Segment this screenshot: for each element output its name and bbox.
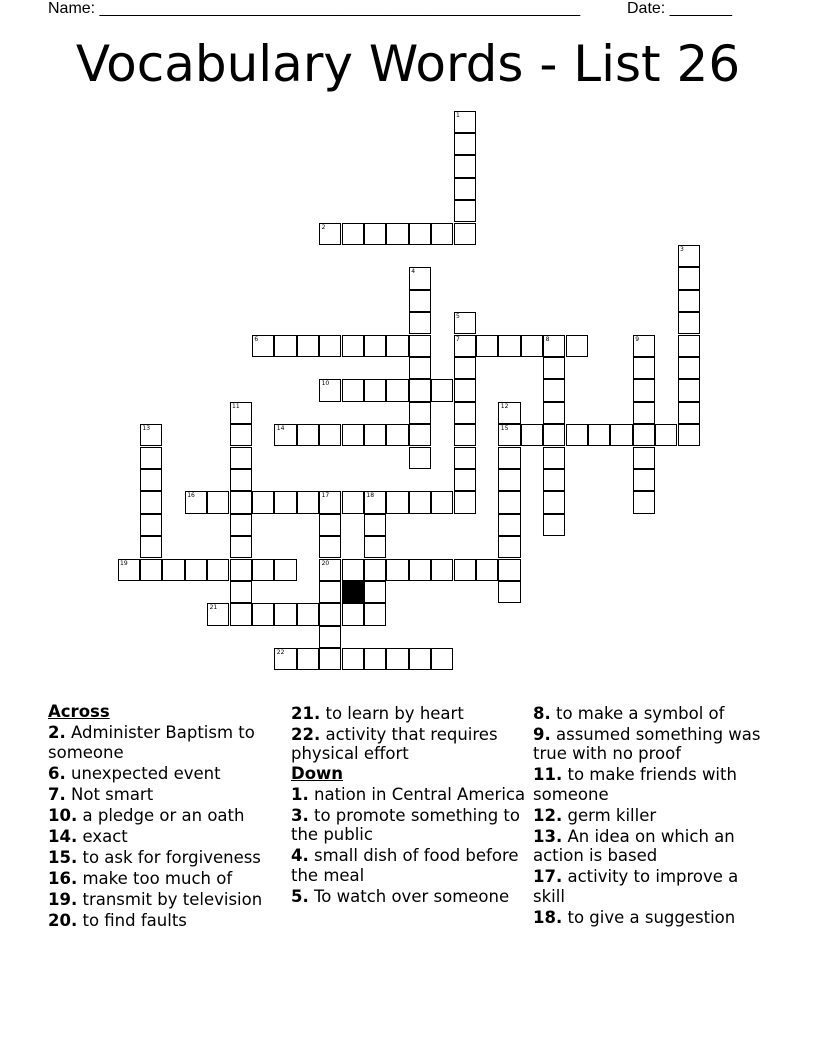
grid-cell[interactable]	[454, 447, 476, 469]
grid-cell[interactable]	[476, 559, 498, 581]
clue-item	[291, 806, 527, 845]
clue-item-text: to promote something to the public	[291, 805, 521, 844]
name-field: Name: ______________________________________________________	[48, 0, 581, 17]
clue-item-number: 15.	[48, 847, 78, 867]
clue-item-text: assumed something was true with no proof	[533, 724, 761, 763]
clue-number: 3	[680, 245, 684, 253]
grid-cell[interactable]	[252, 603, 274, 625]
clue-item-text: unexpected event	[71, 763, 221, 783]
grid-cell[interactable]	[162, 559, 184, 581]
clue-number: 19	[120, 559, 128, 567]
clue-number: 2	[321, 223, 326, 231]
clue-item-text: to ask for forgiveness	[82, 847, 261, 867]
grid-cell[interactable]	[678, 424, 700, 446]
grid-cell[interactable]	[566, 335, 588, 357]
page-title: Vocabulary Words - List 26	[75, 35, 741, 93]
clue-number: 13	[142, 425, 151, 433]
clue-item	[48, 911, 284, 931]
grid-cell[interactable]	[230, 469, 252, 491]
clue-item-text: To watch over someone	[314, 886, 510, 906]
grid-cell[interactable]	[454, 133, 476, 155]
clue-number: 8	[545, 335, 550, 343]
date-field: Date: _______	[627, 0, 732, 17]
grid-cell[interactable]	[498, 491, 520, 513]
grid-cell[interactable]	[230, 603, 252, 625]
grid-cell[interactable]	[118, 559, 140, 581]
clue-item	[291, 846, 527, 885]
grid-cell[interactable]	[543, 379, 565, 401]
grid-cell[interactable]	[543, 357, 565, 379]
clue-number: 18	[366, 492, 375, 500]
grid-cell[interactable]	[386, 424, 408, 446]
clue-number: 20	[321, 559, 330, 567]
grid-cell[interactable]	[297, 491, 319, 513]
grid-cell[interactable]	[498, 514, 520, 536]
grid-cell[interactable]	[297, 335, 319, 357]
grid-cell[interactable]	[633, 335, 655, 357]
grid-cell[interactable]	[454, 379, 476, 401]
grid-cell[interactable]	[319, 536, 341, 558]
grid-cell[interactable]	[610, 424, 632, 446]
grid-cell[interactable]	[230, 536, 252, 558]
grid-cell[interactable]	[364, 536, 386, 558]
clue-item-text: a pledge or an oath	[82, 805, 245, 825]
clue-number: 12	[500, 402, 509, 410]
grid-cell[interactable]	[678, 379, 700, 401]
grid-cell[interactable]	[252, 335, 274, 357]
grid-cell[interactable]	[498, 469, 520, 491]
grid-cell[interactable]	[409, 357, 431, 379]
grid-cell[interactable]	[409, 379, 431, 401]
grid-cell[interactable]	[252, 491, 274, 513]
clue-item-number: 21.	[291, 703, 321, 723]
grid-cell[interactable]	[678, 290, 700, 312]
grid-cell[interactable]	[409, 402, 431, 424]
grid-cell[interactable]	[342, 379, 364, 401]
grid-cell[interactable]	[342, 223, 364, 245]
clue-item	[533, 765, 769, 804]
grid-cell[interactable]	[498, 536, 520, 558]
grid-cell[interactable]	[319, 603, 341, 625]
clue-number: 5	[456, 313, 460, 321]
grid-cell[interactable]	[633, 357, 655, 379]
clue-number: 10	[321, 380, 330, 388]
clue-item	[291, 785, 527, 805]
grid-cell[interactable]	[409, 335, 431, 357]
grid-cell[interactable]	[140, 559, 162, 581]
grid-cell[interactable]	[274, 424, 296, 446]
grid-cell[interactable]	[498, 559, 520, 581]
grid-cell[interactable]	[498, 335, 520, 357]
grid-cell[interactable]	[633, 402, 655, 424]
grid-cell[interactable]	[409, 290, 431, 312]
clue-item-number: 1.	[291, 784, 309, 804]
clue-item	[48, 806, 284, 826]
clue-item-text: small dish of food before the meal	[291, 846, 519, 885]
grid-cell[interactable]	[431, 223, 453, 245]
clue-item-text: germ killer	[567, 805, 657, 825]
grid-cell[interactable]	[543, 402, 565, 424]
clue-number: 4	[411, 268, 416, 276]
clue-item-text: activity that requires physical effort	[291, 724, 498, 763]
grid-cell[interactable]	[678, 312, 700, 334]
grid-cell[interactable]	[319, 491, 341, 513]
grid-cell[interactable]	[386, 335, 408, 357]
clues-column-1	[48, 702, 284, 930]
grid-cell[interactable]	[230, 424, 252, 446]
clue-number: 11	[232, 402, 240, 410]
clue-item-number: 12.	[533, 805, 563, 825]
grid-cell[interactable]	[409, 312, 431, 334]
clue-item	[533, 725, 769, 764]
grid-cell[interactable]	[454, 178, 476, 200]
grid-cell[interactable]	[185, 559, 207, 581]
clue-item-text: to find faults	[82, 910, 187, 930]
grid-cell[interactable]	[230, 581, 252, 603]
grid-cell[interactable]	[431, 491, 453, 513]
clue-number: 16	[187, 492, 195, 500]
grid-cell[interactable]	[342, 335, 364, 357]
grid-cell[interactable]	[678, 245, 700, 267]
grid-cell[interactable]	[678, 267, 700, 289]
grid-cell[interactable]	[364, 491, 386, 513]
clue-item-text: make too much of	[82, 868, 233, 888]
grid-cell[interactable]	[252, 559, 274, 581]
grid-cell[interactable]	[543, 447, 565, 469]
grid-cell[interactable]	[386, 559, 408, 581]
grid-cell[interactable]	[521, 424, 543, 446]
grid-cell[interactable]	[319, 379, 341, 401]
grid-cell[interactable]	[633, 491, 655, 513]
grid-cell[interactable]	[454, 223, 476, 245]
clues-column-3	[533, 702, 769, 927]
clue-item-number: 2.	[48, 723, 66, 742]
grid-cell[interactable]	[543, 335, 565, 357]
grid-cell[interactable]	[319, 514, 341, 536]
grid-cell[interactable]	[454, 559, 476, 581]
grid-cell[interactable]	[454, 491, 476, 513]
grid-cell[interactable]	[140, 536, 162, 558]
clues-column-2	[291, 702, 527, 906]
clue-number: 7	[456, 335, 460, 343]
grid-cell[interactable]	[364, 335, 386, 357]
grid-cell[interactable]	[409, 648, 431, 670]
clue-number: 9	[635, 335, 640, 343]
grid-cell[interactable]	[207, 491, 229, 513]
grid-cell[interactable]	[342, 491, 364, 513]
grid-cell[interactable]	[431, 648, 453, 670]
clue-item-number: 11.	[533, 765, 563, 784]
clue-item	[533, 704, 769, 724]
grid-cell[interactable]	[342, 603, 364, 625]
grid-cell[interactable]	[364, 581, 386, 603]
clue-number: 15	[500, 425, 509, 433]
clue-item-number: 3.	[291, 805, 309, 825]
clue-item	[48, 764, 284, 784]
clue-item-text: nation in Central America	[314, 784, 526, 804]
clue-item-number: 19.	[48, 889, 78, 909]
grid-cell[interactable]	[140, 424, 162, 446]
grid-cell[interactable]	[386, 648, 408, 670]
grid-cell[interactable]	[364, 223, 386, 245]
grid-cell[interactable]	[454, 402, 476, 424]
clue-item-number: 7.	[48, 784, 66, 804]
clue-item	[48, 848, 284, 868]
grid-cell[interactable]	[319, 648, 341, 670]
grid-cell[interactable]	[386, 491, 408, 513]
grid-cell[interactable]	[454, 335, 476, 357]
clue-item-text: to give a suggestion	[567, 907, 736, 927]
grid-cell[interactable]	[543, 469, 565, 491]
clue-number: 21	[209, 604, 218, 612]
clue-item-text: Not smart	[71, 784, 154, 804]
clue-item-number: 18.	[533, 907, 563, 927]
grid-cell[interactable]	[498, 424, 520, 446]
grid-cell[interactable]	[319, 335, 341, 357]
grid-cell[interactable]	[274, 559, 296, 581]
grid-cell[interactable]	[633, 424, 655, 446]
grid-cell[interactable]	[543, 491, 565, 513]
grid-cell[interactable]	[386, 379, 408, 401]
grid-cell[interactable]	[207, 603, 229, 625]
clue-item	[291, 725, 527, 764]
clue-item	[533, 806, 769, 826]
clue-number: 14	[276, 425, 285, 433]
across-heading: Across	[48, 702, 110, 721]
grid-cell[interactable]	[364, 648, 386, 670]
grid-cell[interactable]	[140, 514, 162, 536]
grid-cell[interactable]	[454, 200, 476, 222]
grid-cell[interactable]	[297, 648, 319, 670]
grid-cell[interactable]	[543, 514, 565, 536]
grid-cell[interactable]	[364, 559, 386, 581]
grid-cell[interactable]	[409, 559, 431, 581]
grid-cell[interactable]	[230, 447, 252, 469]
grid-cell[interactable]	[454, 357, 476, 379]
grid-cell[interactable]	[342, 648, 364, 670]
clue-item	[533, 827, 769, 866]
clue-item-text: exact	[82, 826, 128, 846]
grid-cell[interactable]	[274, 648, 296, 670]
grid-cell[interactable]	[230, 514, 252, 536]
grid-cell[interactable]	[409, 491, 431, 513]
clue-item-text: activity to improve a skill	[533, 867, 739, 906]
clue-item-number: 9.	[533, 724, 551, 744]
clue-item	[48, 827, 284, 847]
grid-cell[interactable]	[364, 514, 386, 536]
clue-item-number: 5.	[291, 886, 309, 906]
grid-cell[interactable]	[185, 491, 207, 513]
clue-item-number: 10.	[48, 805, 78, 825]
clue-number: 1	[456, 111, 460, 119]
grid-cell[interactable]	[454, 469, 476, 491]
grid-cell[interactable]	[454, 111, 476, 133]
clue-item-number: 13.	[533, 826, 563, 846]
grid-cell[interactable]	[140, 469, 162, 491]
grid-cell[interactable]	[409, 267, 431, 289]
grid-cell[interactable]	[633, 379, 655, 401]
grid-cell[interactable]	[454, 155, 476, 177]
grid-cell[interactable]	[140, 491, 162, 513]
grid-cell[interactable]	[454, 424, 476, 446]
grid-cell[interactable]	[498, 581, 520, 603]
clue-item-text: Administer Baptism to someone	[48, 723, 255, 762]
clue-item-number: 20.	[48, 910, 78, 930]
grid-cell[interactable]	[655, 424, 677, 446]
clue-number: 6	[254, 335, 259, 343]
grid-cell[interactable]	[431, 379, 453, 401]
clue-item-number: 22.	[291, 724, 321, 744]
grid-cell[interactable]	[498, 447, 520, 469]
grid-cell[interactable]	[319, 581, 341, 603]
grid-cell[interactable]	[207, 559, 229, 581]
clue-item-number: 4.	[291, 846, 309, 865]
grid-cell[interactable]	[633, 469, 655, 491]
clue-item	[533, 908, 769, 928]
grid-cell[interactable]	[230, 559, 252, 581]
grid-cell[interactable]	[274, 491, 296, 513]
clue-item	[48, 723, 284, 762]
clue-item-text: transmit by television	[82, 889, 263, 909]
grid-cell[interactable]	[409, 223, 431, 245]
grid-cell[interactable]	[364, 379, 386, 401]
grid-cell[interactable]	[319, 424, 341, 446]
grid-cell[interactable]	[454, 312, 476, 334]
clue-item	[48, 785, 284, 805]
grid-cell[interactable]	[409, 424, 431, 446]
clue-item-number: 6.	[48, 763, 66, 783]
clue-number: 22	[276, 649, 285, 657]
grid-cell[interactable]	[498, 402, 520, 424]
clue-item-number: 17.	[533, 867, 563, 886]
grid-cell[interactable]	[342, 424, 364, 446]
clue-item-text: to learn by heart	[325, 703, 464, 723]
clue-item-text: to make a symbol of	[556, 703, 725, 723]
grid-cell[interactable]	[678, 402, 700, 424]
clue-item	[291, 887, 527, 907]
grid-cell[interactable]	[409, 447, 431, 469]
clue-item-text: to make friends with someone	[533, 765, 737, 804]
grid-cell[interactable]	[678, 335, 700, 357]
grid-cell[interactable]	[319, 626, 341, 648]
grid-cell[interactable]	[297, 424, 319, 446]
grid-cell[interactable]	[431, 559, 453, 581]
grid-cell[interactable]	[678, 357, 700, 379]
grid-cell[interactable]	[140, 447, 162, 469]
clue-item-text: An idea on which an action is based	[533, 826, 735, 865]
grid-cell[interactable]	[633, 447, 655, 469]
grid-cell[interactable]	[364, 603, 386, 625]
clue-number: 17	[321, 492, 330, 500]
clue-item	[291, 704, 527, 724]
grid-cell[interactable]	[319, 223, 341, 245]
clue-item-number: 16.	[48, 868, 78, 888]
grid-block	[342, 581, 364, 603]
grid-cell[interactable]	[364, 424, 386, 446]
grid-cell[interactable]	[521, 335, 543, 357]
grid-cell[interactable]	[566, 424, 588, 446]
grid-cell[interactable]	[319, 559, 341, 581]
grid-cell[interactable]	[297, 603, 319, 625]
clue-item	[48, 869, 284, 889]
grid-cell[interactable]	[274, 603, 296, 625]
grid-cell[interactable]	[588, 424, 610, 446]
down-heading: Down	[291, 763, 344, 783]
clue-item	[48, 890, 284, 910]
clue-item	[533, 867, 769, 906]
clue-item-number: 14.	[48, 826, 78, 846]
grid-cell[interactable]	[230, 402, 252, 424]
grid-cell[interactable]	[274, 335, 296, 357]
grid-cell[interactable]	[476, 335, 498, 357]
clue-item-number: 8.	[533, 703, 551, 723]
grid-cell[interactable]	[543, 424, 565, 446]
grid-cell[interactable]	[386, 223, 408, 245]
grid-cell[interactable]	[230, 491, 252, 513]
grid-cell[interactable]	[342, 559, 364, 581]
